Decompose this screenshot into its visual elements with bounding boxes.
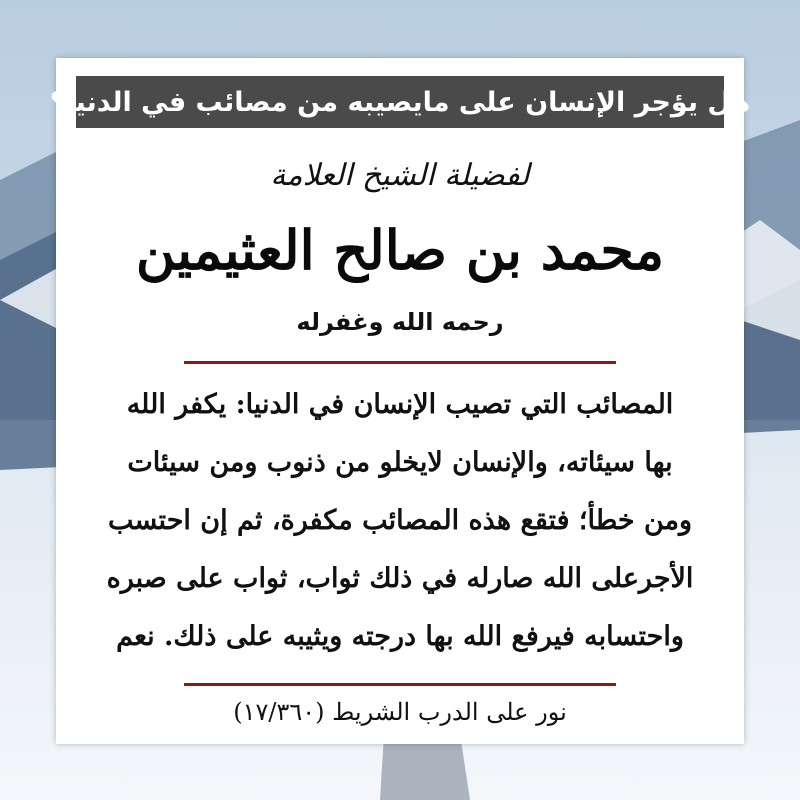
question-text: هل يؤجر الإنسان على مايصيبه من مصائب في الدنيا؟ <box>49 86 751 118</box>
scholar-name: محمد بن صالح العثيمين <box>135 218 665 282</box>
answer-line: واحتسابه فيرفع الله بها درجته ويثيبه على ذلك. نعم <box>116 621 684 652</box>
answer-line: ومن خطأ؛ فتقع هذه المصائب مكفرة، ثم إن احتسب <box>107 505 693 536</box>
supplication-text: رحمه الله وغفرله <box>296 308 504 336</box>
content-card <box>49 58 751 744</box>
scholar-title: لفضيلة الشيخ العلامة <box>270 158 530 193</box>
answer-line: الأجرعلى الله صارله في ذلك ثواب، ثواب على صبره <box>106 563 694 594</box>
answer-line: المصائب التي تصيب الإنسان في الدنيا: يكفر الله <box>126 389 674 420</box>
top-divider <box>184 361 616 364</box>
answer-body <box>72 376 728 666</box>
question-header <box>49 76 751 128</box>
source-reference: نور على الدرب الشريط (١٧/٣٦٠) <box>233 698 567 726</box>
answer-line: بها سيئاته، والإنسان لايخلو من ذنوب ومن سيئات <box>127 447 673 478</box>
bottom-divider <box>184 683 616 686</box>
